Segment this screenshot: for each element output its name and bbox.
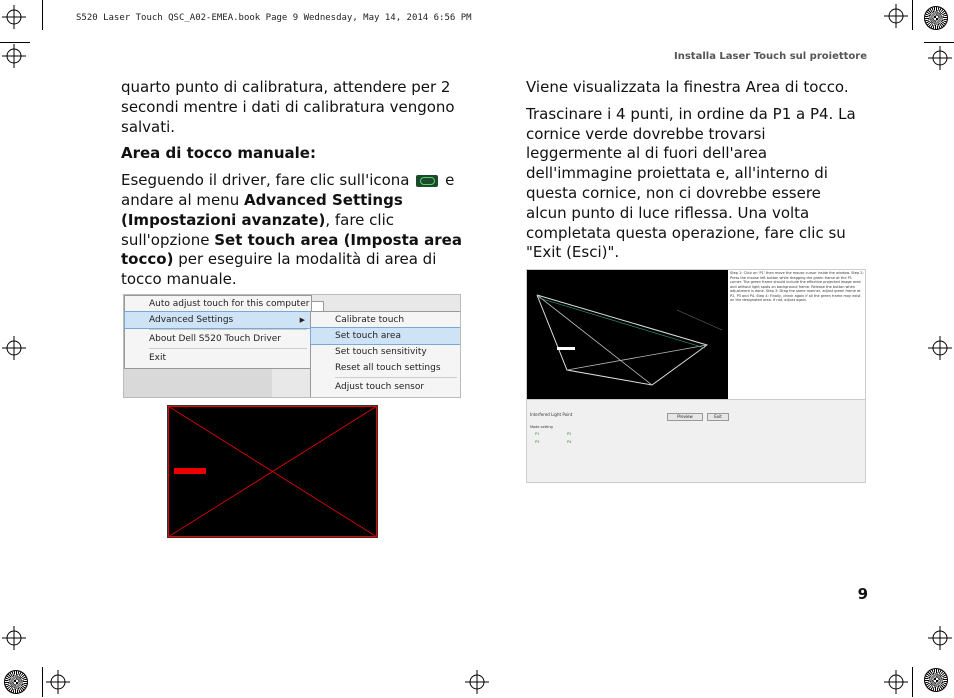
instruction-steps: Step 1: Click on 'P1' then move the mouse cursor inside the window. Step 2: Press the mouse left button while dragging the green frame at the P1 corner. The green frame should include the effective projected image area and without light spots on background frame. Release the button when adjustment is done. Step 3: Drag the same manner, adjust green frame at P2, P3 and P4. Step 4: Finally, check again if all the green frame may exist on the designated area. If not, adjust again. xyxy=(730,271,864,302)
registration-mark xyxy=(928,46,952,70)
projected-frame-lines xyxy=(527,270,728,399)
submenu-item-set-touch-area[interactable]: Set touch area xyxy=(311,328,461,344)
registration-mark xyxy=(46,670,70,694)
touch-area-black-screen xyxy=(167,405,378,538)
registration-mark xyxy=(2,5,26,29)
camera-preview xyxy=(527,270,728,399)
point-option-p3[interactable]: P3 xyxy=(535,440,540,444)
submenu-item-adjust-sensor[interactable]: Adjust touch sensor xyxy=(335,382,425,392)
color-rosette-mark xyxy=(924,6,948,30)
running-head: Installa Laser Touch sul proiettore xyxy=(674,51,867,62)
paragraph: Eseguendo il driver, fare clic sull'icona e andare al menu Advanced Settings (Impostazioni avanzate), fare clic sull'opzione Set touch area (Imposta area tocco) per eseguire la modalità di area di tocco manuale. xyxy=(121,171,462,289)
right-column xyxy=(526,78,866,270)
menu-item-advanced-settings[interactable]: Advanced Settings ▶ xyxy=(125,312,311,328)
crop-mark xyxy=(924,42,954,43)
preview-button[interactable]: Preview xyxy=(667,413,703,421)
submenu-item-calibrate[interactable]: Calibrate touch xyxy=(335,315,405,325)
color-rosette-mark xyxy=(924,668,948,692)
registration-mark xyxy=(928,336,952,360)
context-menu xyxy=(124,295,312,369)
submenu-item-sensitivity[interactable]: Set touch sensitivity xyxy=(335,347,427,357)
settings-panel xyxy=(527,399,865,483)
panel-title: Interfered Light Point xyxy=(530,412,573,417)
paragraph: Trascinare i 4 punti, in ordine da P1 a P4. La cornice verde dovrebbe trovarsi leggermente al di fuori dell'area dell'immagine proiettata e, all'interno di questa cornice, non ci dovrebbe essere alcun punto di luce riflessa. Una volta completata questa operazione, fare clic su "Exit (Esci)". xyxy=(526,104,856,262)
paragraph: quarto punto di calibratura, attendere per 2 secondi mentre i dati di calibratura vengono salvati. xyxy=(121,78,455,136)
crop-mark xyxy=(42,667,43,697)
context-menu-screenshot xyxy=(123,294,461,398)
page-number: 9 xyxy=(857,585,868,603)
menu-separator xyxy=(335,377,457,378)
color-rosette-mark xyxy=(4,670,28,694)
registration-mark xyxy=(2,626,26,650)
exit-button[interactable]: Exit xyxy=(707,413,729,421)
menu-item-exit[interactable]: Exit xyxy=(149,353,167,363)
registration-mark xyxy=(884,4,908,28)
menu-separator xyxy=(149,329,307,330)
red-label-tag xyxy=(174,468,206,474)
section-heading: Area di tocco manuale: xyxy=(121,144,316,163)
submenu-item-reset[interactable]: Reset all touch settings xyxy=(335,363,441,373)
mode-setting-label: Mode setting xyxy=(530,425,553,429)
crop-mark xyxy=(42,0,43,30)
menu-separator xyxy=(149,348,307,349)
menu-item-about[interactable]: About Dell S520 Touch Driver xyxy=(149,334,281,344)
paragraph: Viene visualizzata la finestra Area di tocco. xyxy=(526,78,849,96)
crop-mark xyxy=(0,42,30,43)
touch-driver-icon xyxy=(416,175,438,187)
advanced-submenu xyxy=(310,311,461,398)
submenu-arrow-icon: ▶ xyxy=(299,316,305,324)
registration-mark xyxy=(2,44,26,68)
menu-item-auto-adjust[interactable]: Auto adjust touch for this computer xyxy=(149,299,310,309)
crop-mark xyxy=(912,667,913,697)
registration-mark xyxy=(2,336,26,360)
print-header: S520 Laser Touch QSC_A02-EMEA.book Page 9 Wednesday, May 14, 2014 6:56 PM xyxy=(76,13,472,23)
registration-mark xyxy=(928,626,952,650)
crop-mark xyxy=(912,0,913,30)
registration-mark xyxy=(884,670,908,694)
point-option-p1[interactable]: P1 xyxy=(535,432,540,436)
point-option-p2[interactable]: P2 xyxy=(567,432,572,436)
left-column xyxy=(121,78,466,297)
registration-mark xyxy=(465,670,489,694)
point-option-p4[interactable]: P4 xyxy=(567,440,572,444)
touch-area-window-screenshot xyxy=(526,269,866,483)
